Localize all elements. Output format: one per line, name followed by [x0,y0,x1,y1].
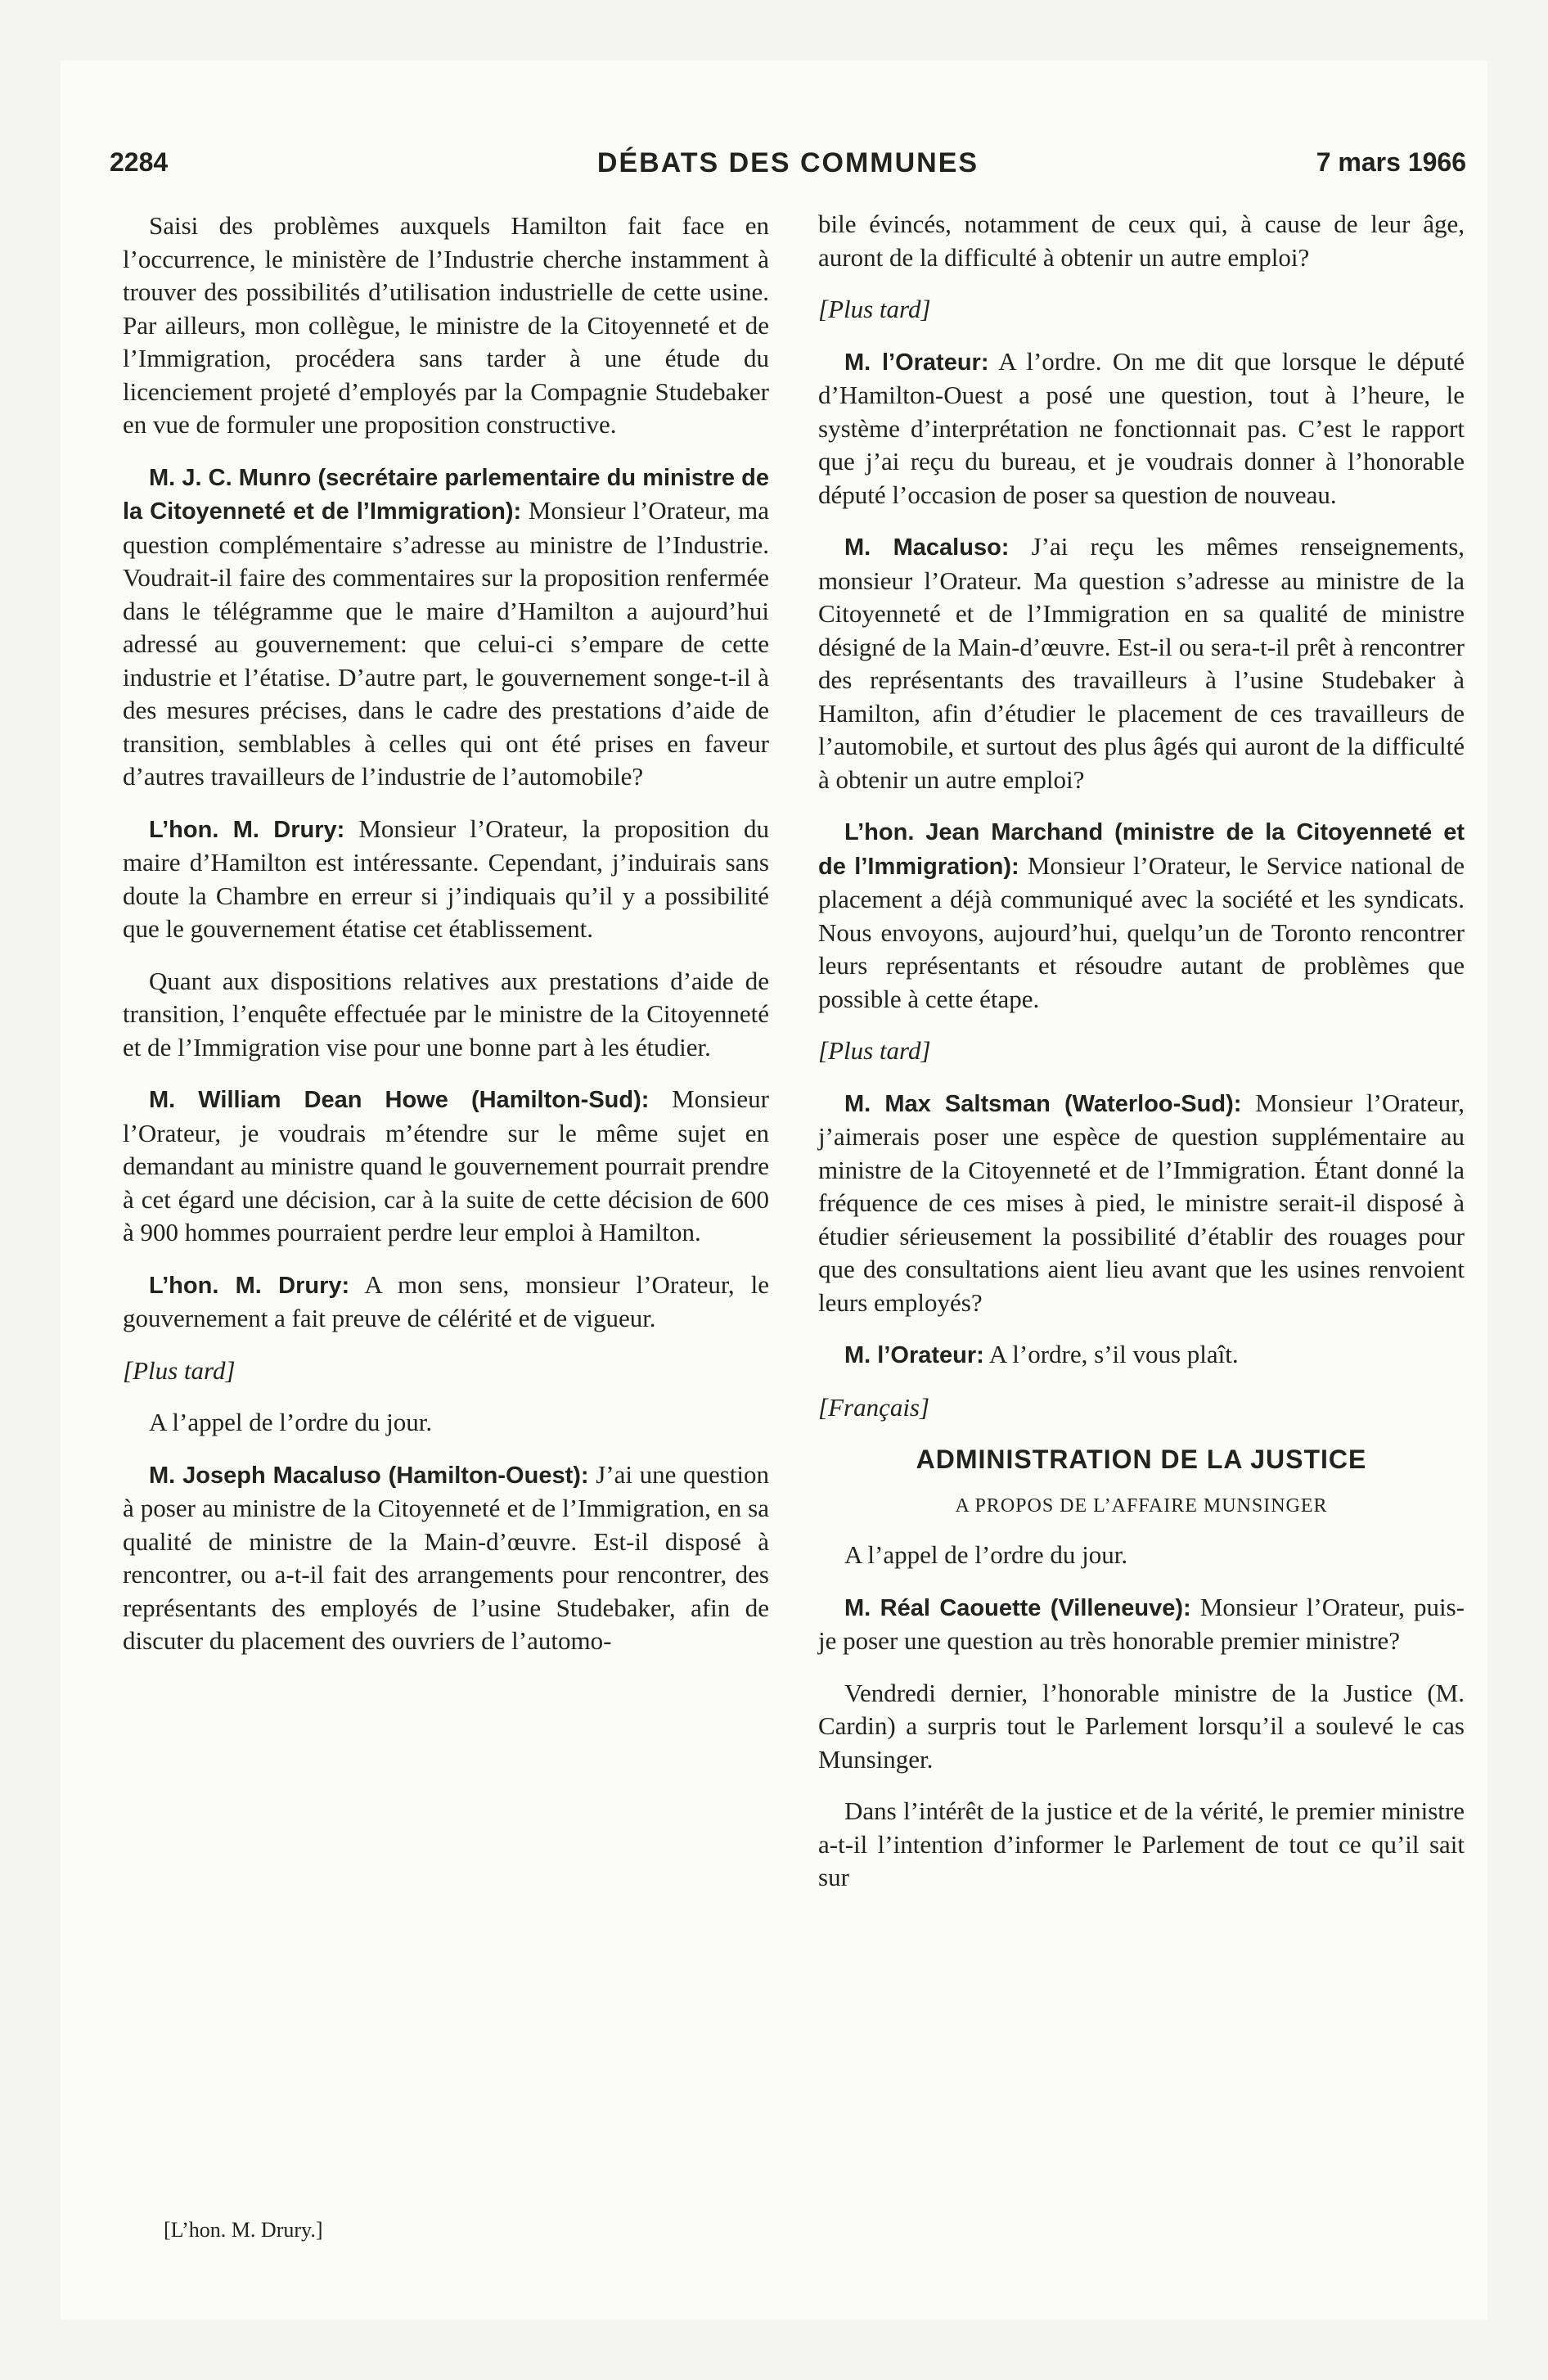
speech-text: J’ai reçu les mêmes renseignements, monsieur l’Orateur. Ma question s’adresse au ministre de la Citoyenneté et de l’Immigration en sa qualité de ministre désigné de la Main-d’œuvre. Est-il ou sera-t-il prêt à rencontrer des représentants des travailleurs à l’usine Studebaker à Hamilton, afin d’étudier le placement de ces travailleurs de l’automobile, et surtout des plus âgés qui auront de la difficulté à obtenir un autre emploi? [818,532,1465,794]
speaker-name: M. Max Saltsman (Waterloo-Sud): [844,1090,1242,1117]
speech-text: Monsieur l’Orateur, la proposition du maire d’Hamilton est intéressante. Cependant, j’induirais sans doute la Chambre en erreur si j’indiquais qu’il y a possibilité que le gouvernement étatise cet établissement. [123,814,770,943]
paragraph: A l’appel de l’ordre du jour. [844,1540,1128,1569]
publication-title: DÉBATS DES COMMUNES [596,147,979,178]
speech-text: Monsieur l’Orateur, le Service national de placement a déjà communiqué avec la société et les syndicats. Nous envoyons, aujourd’hui, quelqu’un de Toronto rencontrer leurs représentants et résoudre autant de problèmes que possible à cette étape. [818,850,1465,1013]
speech-text: Monsieur l’Orateur, puis-je poser une question au très honorable premier ministre? [818,1592,1465,1655]
paragraph: bile évincés, notamment de ceux qui, à cause de leur âge, auront de la difficulté à obtenir un autre emploi? [818,210,1465,272]
running-head [110,147,1466,183]
speech-text: A l’ordre. On me dit que lorsque le député d’Hamilton-Ouest a posé une question, tout à l’heure, le système d’interprétation ne fonctionnait pas. C’est le rapport que j’ai reçu du bureau, et je voudrais donner à l’honorable député l’occasion de poser sa question de nouveau. [818,346,1465,509]
session-tag: [Plus tard] [123,1355,236,1385]
paragraph: Dans l’intérêt de la justice et de la vérité, le premier ministre a-t-il l’intention d’informer le Parlement de tout ce qu’il sait sur [818,1796,1465,1891]
speech [123,813,769,946]
paragraph: A l’appel de l’ordre du jour. [149,1408,433,1436]
speech [123,461,769,794]
speaker-name: M. l’Orateur: [844,349,989,376]
speech [818,345,1465,512]
left-column [123,210,769,1677]
speech [123,1269,769,1336]
speaker-name: M. Macaluso: [844,534,1010,561]
footer-attribution: [L’hon. M. Drury.] [164,2218,323,2242]
speech [123,1458,769,1658]
speech [818,1591,1465,1658]
speaker-name: L’hon. M. Drury: [149,1272,350,1299]
speech [818,815,1465,1016]
speech [818,530,1465,796]
speech-text: Monsieur l’Orateur, je voudrais m’étendre sur le même sujet en demandant au ministre quand le gouvernement pourrait prendre à cet égard une décision, car à la suite de cette décision de 600 à 900 hommes pourraient perdre leur emploi à Hamilton. [123,1084,769,1246]
speaker-name: M. Joseph Macaluso (Hamilton-Ouest): [149,1462,589,1489]
paragraph: Saisi des problèmes auxquels Hamilton fait face en l’occurrence, le ministère de l’Industrie cherche instamment à trouver des possibilités d’utilisation industrielle de cette usine. Par ailleurs, mon collègue, le ministre de la Citoyenneté et de l’Immigration, procédera sans tarder à une étude du licenciement projeté d’employés par la Compagnie Studebaker en vue de formuler une proposition constructive. [123,211,769,439]
session-tag: [Plus tard] [818,295,931,323]
speaker-name: L’hon. Jean Marchand (ministre de la Citoyenneté et de l’Immigration): [818,819,1465,880]
section-subheading: A PROPOS DE L’AFFAIRE MUNSINGER [955,1494,1328,1517]
speech-text: Monsieur l’Orateur, ma question complémentaire s’adresse au ministre de l’Industrie. Voudrait-il faire des commentaires sur la proposition renfermée dans le télégramme que le maire d’Hamilton a aujourd’hui adressé au gouvernement: que celui-ci s’empare de cette industrie et l’étatise. D’autre part, le gouvernement songe-t-il à des mesures précises, dans le cadre des prestations d’aide de transition, semblables à celles qui ont été prises en faveur d’autres travailleurs de l’industrie de l’automobile? [123,496,769,791]
section-heading: ADMINISTRATION DE LA JUSTICE [916,1445,1367,1474]
speaker-name: L’hon. M. Drury: [149,816,345,843]
right-column [818,208,1465,1913]
speech-text: Monsieur l’Orateur, j’aimerais poser une espèce de question supplémentaire au ministre de la Citoyenneté et de l’Immigration. Étant donné la fréquence de ces mises à pied, le ministre serait-il disposé à étudier sérieusement la possibilité d’établir des rouages pour que des consultations aient lieu avant que les usines renvoient leurs employés? [818,1088,1465,1317]
session-tag: [Plus tard] [818,1036,931,1065]
speech [123,1083,769,1250]
paragraph: Vendredi dernier, l’honorable ministre de la Justice (M. Cardin) a surpris tout le Parlement lorsqu’il a soulevé le cas Munsinger. [818,1678,1465,1774]
speaker-name: M. Réal Caouette (Villeneuve): [844,1594,1191,1621]
speaker-name: M. J. C. Munro (secrétaire parlementaire du ministre de la Citoyenneté et de l’Immigration): [123,464,769,525]
page-date: 7 mars 1966 [1316,147,1466,177]
language-tag: [Français] [818,1392,930,1422]
speech [818,1338,1465,1373]
paragraph: Quant aux dispositions relatives aux prestations d’aide de transition, l’enquête effectuée par le ministre de la Citoyenneté et de l’Immigration vise pour une bonne part à les étudier. [123,966,769,1062]
speech [818,1087,1465,1320]
speaker-name: M. l’Orateur: [844,1342,984,1368]
speech-text: A l’ordre, s’il vous plaît. [988,1340,1239,1368]
page-number: 2284 [110,147,169,177]
speech-text: J’ai une question à poser au ministre de la Citoyenneté et de l’Immigration, en sa qualité de ministre de la Main-d’œuvre. Est-il disposé à rencontrer, ou a-t-il fait des arrangements pour rencontrer, des représentants des employés de l’usine Studebaker, afin de discuter du placement des ouvriers de l’automo- [123,1459,769,1655]
speech-text: A mon sens, monsieur l’Orateur, le gouvernement a fait preuve de célérité et de vigueur. [123,1269,770,1332]
speaker-name: M. William Dean Howe (Hamilton-Sud): [149,1087,650,1113]
